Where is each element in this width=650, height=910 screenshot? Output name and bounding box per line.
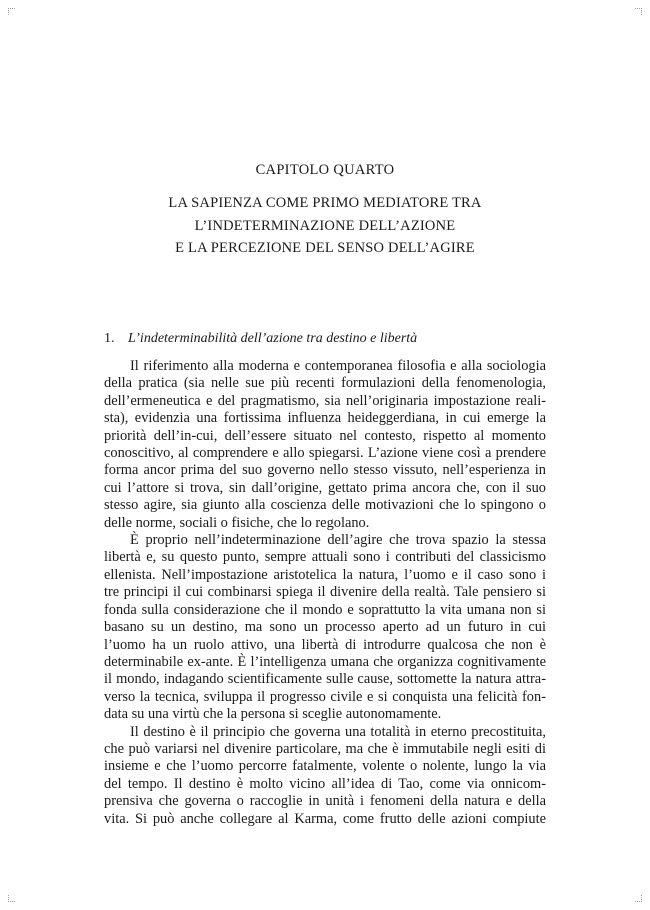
text-line: verso la tecnica, sviluppa il progresso civile e si conquista una felicità fon- <box>104 688 546 705</box>
text-line: basano su un destino, ma sono un processo aperto ad un futuro in cui <box>104 619 546 636</box>
text-line: cui l’attore si trova, sin dall’origine, gettato prima ancora che, con il suo <box>104 479 546 496</box>
text-line: l’uomo ha un ruolo attivo, una libertà di introdurre qualcosa che non è <box>104 636 546 653</box>
text-line: fonda sulla considerazione che il mondo e soprattutto la vita umana non si <box>104 601 546 618</box>
text-line: tre principi il cui combinarsi spiega il divenire della realtà. Tale pensiero si <box>104 584 546 601</box>
text-line: che può variarsi nel divenire particolare, ma che è immutabile negli esiti di <box>104 740 546 757</box>
text-line: data su una virtù che la persona si sceglie autonomamente. <box>104 706 442 723</box>
text-line: priorità dell’in-cui, dell’essere situato nel contesto, rispetto al momento <box>104 427 546 444</box>
section-number: 1. <box>104 331 115 346</box>
body-text <box>104 358 546 828</box>
text-line: ellenista. Nell’impostazione aristotelica la natura, l’uomo e il caso sono i <box>104 566 546 583</box>
text-line: insieme e che l’uomo percorre fatalmente, volente o nolente, lungo la via <box>104 758 546 775</box>
text-line: dell’ermeneutica e del pragmatismo, sia nell’originaria impostazione reali- <box>104 392 546 409</box>
text-line: vita. Si può anche collegare al Karma, come frutto delle azioni compiute <box>104 810 546 827</box>
chapter-title <box>0 192 650 260</box>
text-line: conoscitivo, al comprendere e allo spiegarsi. L’azione viene così a prendere <box>104 445 546 462</box>
crop-mark-top-left <box>8 8 15 15</box>
text-line: determinabile ex-ante. È l’intelligenza umana che organizza cognitivamente <box>104 653 546 670</box>
text-line: delle norme, sociali o fisiche, che lo regolano. <box>104 514 370 531</box>
paragraph-3 <box>104 724 546 828</box>
paragraph-1 <box>104 358 546 532</box>
text-line: libertà e, su questo punto, sempre attuali sono i contributi del classicismo <box>104 549 546 566</box>
chapter-title-line: L’INDETERMINAZIONE DELL’AZIONE <box>194 217 456 234</box>
paragraph-2 <box>104 532 546 723</box>
text-line: Il riferimento alla moderna e contemporanea filosofia e alla sociologia <box>130 358 546 374</box>
crop-mark-bottom-right <box>635 895 642 902</box>
text-line: forma ancor prima del suo governo nello stesso vissuto, nell’esperienza in <box>104 462 546 479</box>
text-line: prensiva che governa o raccoglie in unità i fenomeni della natura e della <box>104 793 546 810</box>
text-line: Il destino è il principio che governa una totalità in eterno precostituita, <box>130 723 546 740</box>
text-line: il mondo, indagando scientificamente sulle cause, sottomette la natura attra- <box>104 671 546 688</box>
text-line: del tempo. Il destino è molto vicino all’idea di Tao, come via onnicom- <box>104 775 546 792</box>
crop-mark-bottom-left <box>8 895 15 902</box>
section-heading <box>104 331 554 347</box>
text-line: stesso agire, sia giunto alla coscienza delle motivazioni che lo spingono o <box>104 497 546 514</box>
crop-mark-top-right <box>635 8 642 15</box>
text-line: sta), evidenzia una fortissima influenza heideggerdiana, in cui emerge la <box>104 410 546 427</box>
section-title: L’indeterminabilità dell’azione tra destino e libertà <box>128 331 418 346</box>
chapter-title-line: LA SAPIENZA COME PRIMO MEDIATORE TRA <box>168 195 482 211</box>
chapter-label: CAPITOLO QUARTO <box>255 162 395 178</box>
text-line: della pratica (sia nelle sue più recenti formulazioni della fenomenologia, <box>104 375 546 392</box>
chapter-title-line: E LA PERCEZIONE DEL SENSO DELL’AGIRE <box>175 240 475 256</box>
text-line: È proprio nell’indeterminazione dell’agire che trova spazio la stessa <box>130 532 546 549</box>
